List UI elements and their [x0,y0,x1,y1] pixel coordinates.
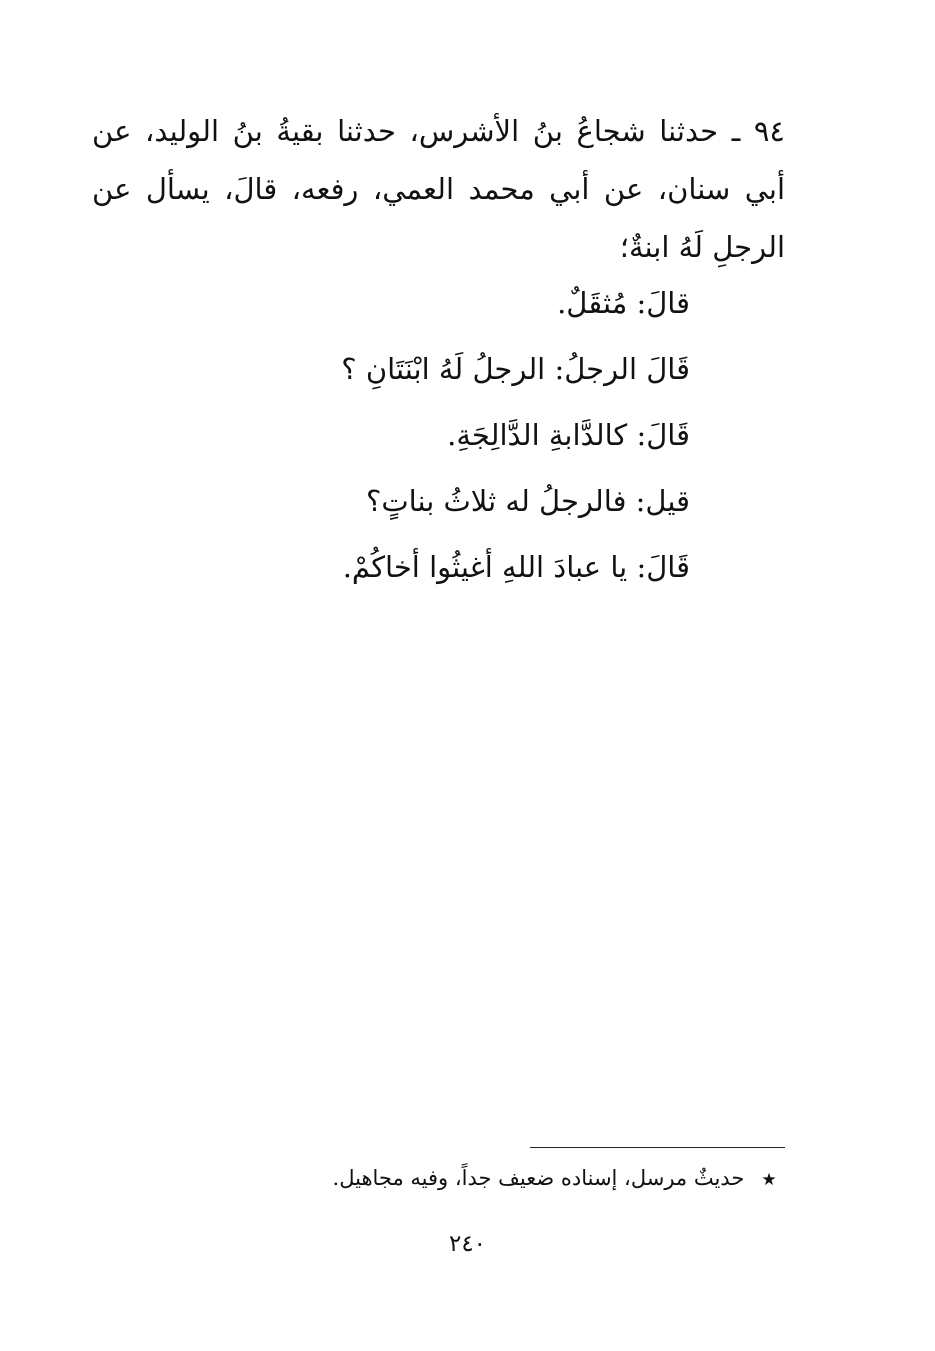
dialogue-line: قيل: فالرجلُ له ثلاثُ بناتٍ؟ [365,484,690,518]
footnote [267,1160,787,1198]
footnote-star-icon: ★ [761,1170,777,1190]
hadith-paragraph: ٩٤ ـ حدثنا شجاعُ بنُ الأشرس، حدثنا بقيةُ بنُ الوليد، عن أبي سنان، عن أبي محمد العمي، رفعه، قالَ، يسأل عن الرجلِ لَهُ ابنةٌ؛ [92,114,785,264]
dialogue-line: قالَ: مُثقَلٌ. [557,286,690,320]
footnote-text: حديثٌ مرسل، إسناده ضعيف جداً، وفيه مجاهيل. [332,1166,745,1190]
dialogue-list [190,270,690,600]
dialogue-line: قَالَ الرجلُ: الرجلُ لَهُ ابْنَتَانِ ؟ [341,352,690,386]
dialogue-line: قَالَ: كالدَّابةِ الدَّالِجَةِ. [447,418,690,452]
dialogue-line: قَالَ: يا عبادَ اللهِ أغيثُوا أخاكُمْ. [342,550,690,584]
footnote-divider [530,1147,785,1148]
page-number: ٢٤٠ [448,1231,487,1257]
